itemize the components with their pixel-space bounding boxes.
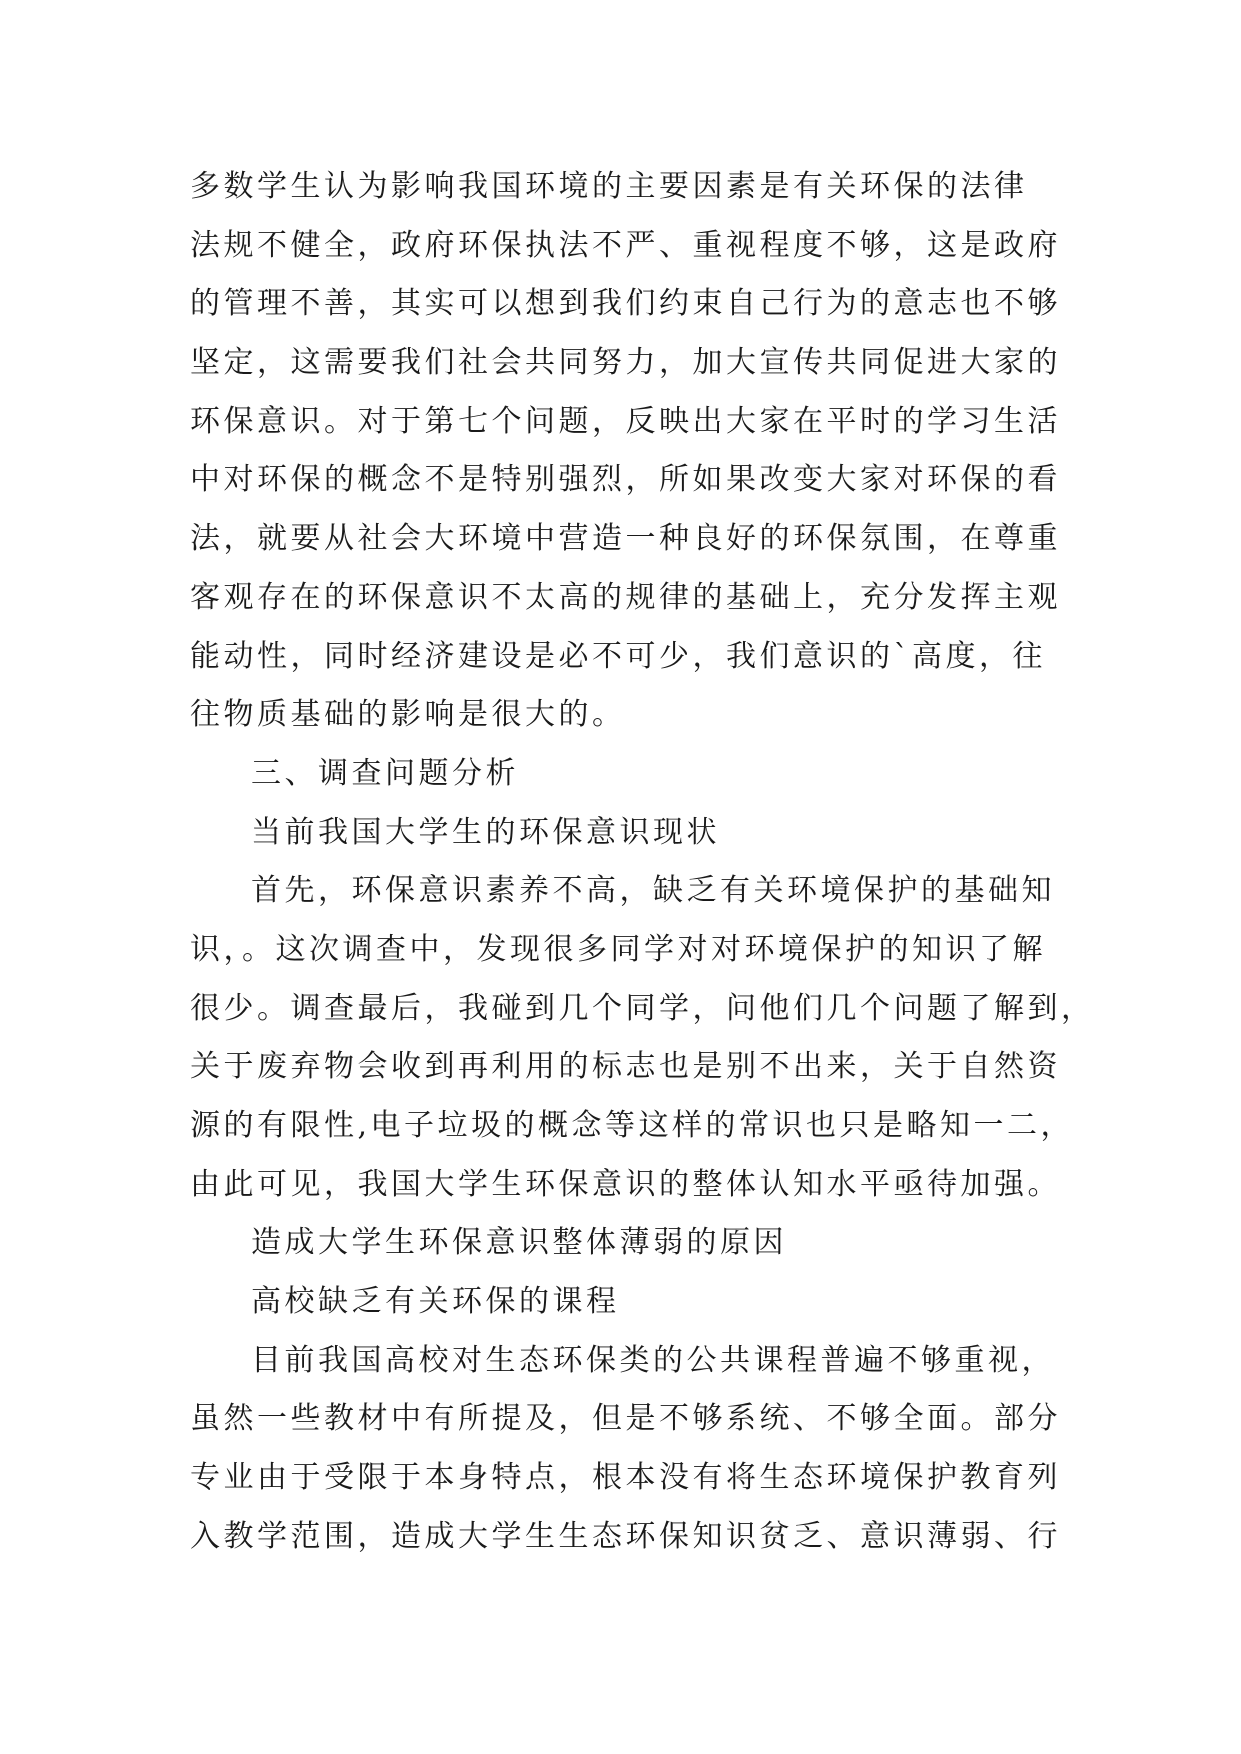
text-line: 很少。调查最后，我碰到几个同学，问他们几个问题了解到， <box>190 990 1095 1026</box>
text-line: 虽然一些教材中有所提及，但是不够系统、不够全面。部分 <box>190 1401 1061 1437</box>
text-line: 法规不健全，政府环保执法不严、重视程度不够，这是政府 <box>190 227 1061 263</box>
subsection-heading: 造成大学生环保意识整体薄弱的原因 <box>251 1225 787 1261</box>
text-line: 能动性，同时经济建设是必不可少，我们意识的`高度，往 <box>190 638 1046 674</box>
body-text <box>190 158 1095 1567</box>
text-line: 专业由于受限于本身特点，根本没有将生态环境保护教育列 <box>190 1460 1061 1496</box>
subsection-heading: 高校缺乏有关环保的课程 <box>251 1284 620 1320</box>
text-line: 入教学范围，造成大学生生态环保知识贫乏、意识薄弱、行 <box>190 1518 1061 1554</box>
text-line: 源的有限性,电子垃圾的概念等这样的常识也只是略知一二， <box>190 1108 1075 1143</box>
text-line: 往物质基础的影响是很大的。 <box>190 697 626 733</box>
subsection-heading: 当前我国大学生的环保意识现状 <box>251 814 720 850</box>
section-heading: 三、调查问题分析 <box>251 755 519 791</box>
text-line: 中对环保的概念不是特别强烈，所如果改变大家对环保的看 <box>190 462 1061 498</box>
text-line: 多数学生认为影响我国环境的主要因素是有关环保的法律 <box>190 169 1028 204</box>
text-line: 目前我国高校对生态环保类的公共课程普遍不够重视， <box>251 1342 1055 1378</box>
text-line: 识，。这次调查中，发现很多同学对对环境保护的知识了解 <box>190 931 1046 967</box>
text-line: 首先，环保意识素养不高，缺乏有关环境保护的基础知 <box>251 873 1055 909</box>
text-line: 关于废弃物会收到再利用的标志也是别不出来，关于自然资 <box>190 1049 1061 1085</box>
text-line: 法，就要从社会大环境中营造一种良好的环保氛围，在尊重 <box>190 521 1061 557</box>
text-line: 的管理不善，其实可以想到我们约束自己行为的意志也不够 <box>190 286 1061 322</box>
text-line: 客观存在的环保意识不太高的规律的基础上，充分发挥主观 <box>190 579 1061 615</box>
text-line: 坚定，这需要我们社会共同努力，加大宣传共同促进大家的 <box>190 345 1061 381</box>
text-line: 由此可见，我国大学生环保意识的整体认知水平亟待加强。 <box>190 1166 1061 1202</box>
text-line: 环保意识。对于第七个问题，反映出大家在平时的学习生活 <box>190 403 1061 439</box>
